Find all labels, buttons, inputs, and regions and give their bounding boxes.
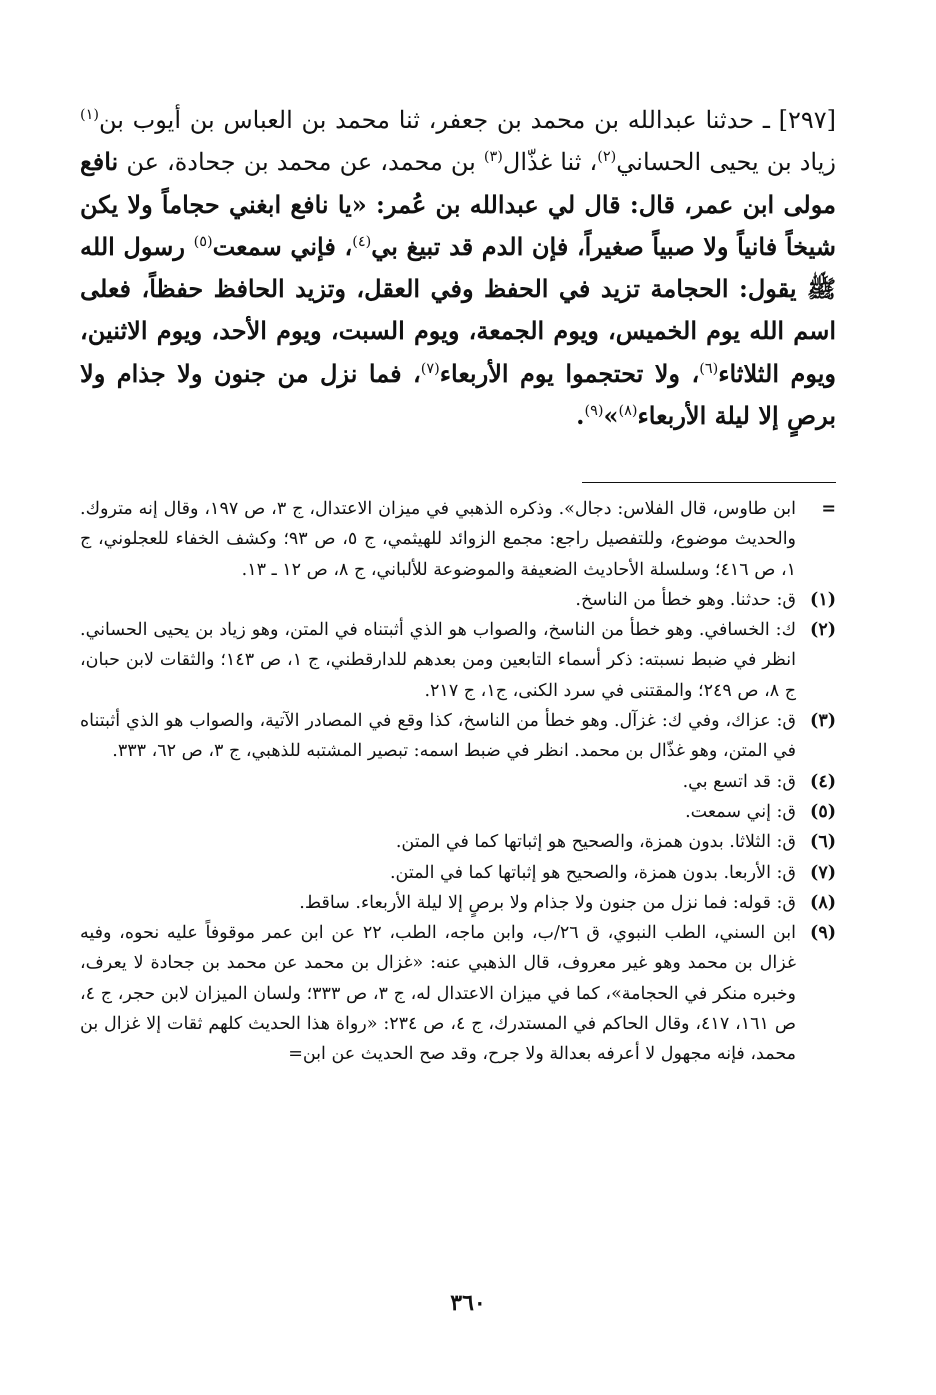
footnote-item [80, 858, 836, 888]
footnote-text: ق: الأربعا. بدون همزة، والصحيح هو إثباتها كما في المتن. [389, 862, 796, 883]
footnote-number: (٥) [810, 801, 836, 822]
text-segment: [٢٩٧] ـ حدثنا عبدالله بن محمد بن جعفر، ثنا محمد بن العباس بن أيوب بن [98, 106, 836, 134]
bold-text-segment: نافع مولى ابن عمر، قال: قال لي عبدالله بن عُمر: «يا نافع ابغني حجاماً ولا يكن شيخاً فانياً ولا صبياً صغيراً، فإن الدم قد تبيغ بي [80, 147, 836, 261]
footnote-item [80, 918, 836, 1069]
footnote-ref: (٦) [699, 360, 719, 377]
footnote-text: ابن طاوس، قال الفلاس: دجال». وذكره الذهبي في ميزان الاعتدال، ج ٣، ص ١٩٧، وقال إنه متروك. والحديث موضوع، وللتفصيل راجع: مجمع الزوائد للهيثمي، ج ٥، ص ٩٣؛ وكشف الخفاء للعجلوني، ج ١، ص ٤١٦؛ وسلسلة الأحاديث الضعيفة والموضوعة للألباني، ج ٨، ص ١٢ ـ ١٣. [80, 499, 797, 580]
footnote-number: (٩) [810, 923, 836, 944]
text-segment: بن محمد، عن محمد بن جحادة، عن [118, 148, 484, 177]
footnote-item [80, 888, 836, 918]
footnote-ref: (٩) [584, 403, 604, 420]
footnote-item [80, 767, 836, 797]
footnote-item [80, 706, 836, 767]
footnote-text: ك: الخسافي. وهو خطأ من الناسخ، والصواب هو الذي أثبتناه في المتن، وهو زياد بن يحيى الحساني. انظر في ضبط نسبته: ذكر أسماء التابعين ومن بعدهم للدارقطني، ج ١، ص ١٤٣؛ والثقات لابن حبان، ج ٨، ص ٢٤٩؛ والمقتنى في سرد الكنى، ج١، ج ٢١٧. [80, 620, 796, 701]
bold-text-segment: ، فإني سمعت [212, 231, 353, 261]
footnote-ref: (٥) [193, 233, 213, 250]
footnote-number: (٤) [810, 771, 836, 792]
footnote-text: ق: إني سمعت. [685, 801, 796, 822]
page-body [80, 100, 837, 1065]
footnote-item [80, 494, 836, 585]
footnote-item [80, 615, 836, 706]
bold-text-segment: » [603, 401, 619, 431]
page-number: ٣٦٠ [450, 1290, 486, 1316]
footnote-text: ابن السني، الطب النبوي، ق ٢٦/ب، وابن ماجه، الطب، ٢٢ عن ابن عمر موقوفاً عليه نحوه، وفيه غزال بن محمد وهو غير معروف، قال الذهبي عنه: «غزال بن محمد عن محمد بن جحادة لا يعرف، وخبره منكر في الحجامة»، كما في ميزان الاعتدال له، ج ٣، ص ٣٣٣؛ ولسان الميزان لابن حجر، ج ٤، ص ١٦١، ٤١٧، وقال الحاكم في المستدرك، ج ٤، ص ٢٣٤: «رواة هذا الحديث كلهم ثقات إلا غزال بن محمد، فإنه مجهول لا أعرفه بعدالة ولا جرح، وقد صح الحديث عن ابن= [80, 923, 796, 1065]
footnote-text: ق: قد اتسع بي. [682, 771, 796, 792]
footnote-ref: (٤) [352, 233, 372, 250]
bold-text-segment: ، فما نزل من جنون ولا جذام ولا برصٍ إلا ليلة الأربعاء [80, 358, 836, 431]
footnotes [80, 494, 836, 1070]
footnote-number: (٧) [810, 862, 836, 883]
footnote-ref: (١) [80, 107, 99, 123]
bold-text-segment: ، ولا تحتجموا يوم الأربعاء [439, 358, 700, 388]
footnote-number: (٦) [810, 832, 836, 853]
footnote-ref: (٧) [420, 360, 440, 377]
footnote-number: (١) [810, 589, 836, 610]
footnote-ref: (٨) [618, 403, 638, 420]
footnote-divider [582, 482, 836, 483]
footnote-number: (٣) [810, 711, 836, 732]
footnote-item [80, 827, 836, 857]
footnote-number: (٨) [810, 892, 836, 913]
footnote-item [80, 797, 836, 827]
bold-text-segment: رسول الله ﷺ يقول: الحجامة تزيد في الحفظ وفي العقل، وتزيد الحافظ حفظاً، فعلى اسم الله يوم الخميس، ويوم الجمعة، ويوم السبت، ويوم الأحد، ويوم الاثنين، ويوم الثلاثاء [80, 231, 837, 388]
footnote-text: ق: قوله: فما نزل من جنون ولا جذام ولا برصٍ إلا ليلة الأربعاء. ساقط. [299, 892, 796, 913]
footnote-ref: (٢) [597, 149, 617, 166]
text-segment: ، ثنا غذّال [502, 148, 598, 177]
hadith-text [80, 100, 836, 437]
footnote-number: (٢) [810, 620, 836, 641]
footnote-number: = [821, 499, 836, 519]
bold-text-segment: . [576, 401, 585, 431]
footnote-text: ق: الثلاثا. بدون همزة، والصحيح هو إثباتها كما في المتن. [395, 832, 796, 853]
footnote-item [80, 585, 836, 615]
footnote-text: ق: حدثنا. وهو خطأ من الناسخ. [575, 589, 796, 610]
footnote-ref: (٣) [483, 149, 503, 166]
footnote-text: ق: عزاك، وفي ك: غزآل. وهو خطأ من الناسخ، كذا وقع في المصادر الآتية، والصواب هو الذي أثبتناه في المتن، وهو غذّال بن محمد. انظر في ضبط اسمه: تبصير المشتبه للذهبي، ج ٣، ص ٦٢، ٣٣٣. [80, 711, 796, 762]
text-segment: زياد بن يحيى الحساني [616, 148, 836, 177]
